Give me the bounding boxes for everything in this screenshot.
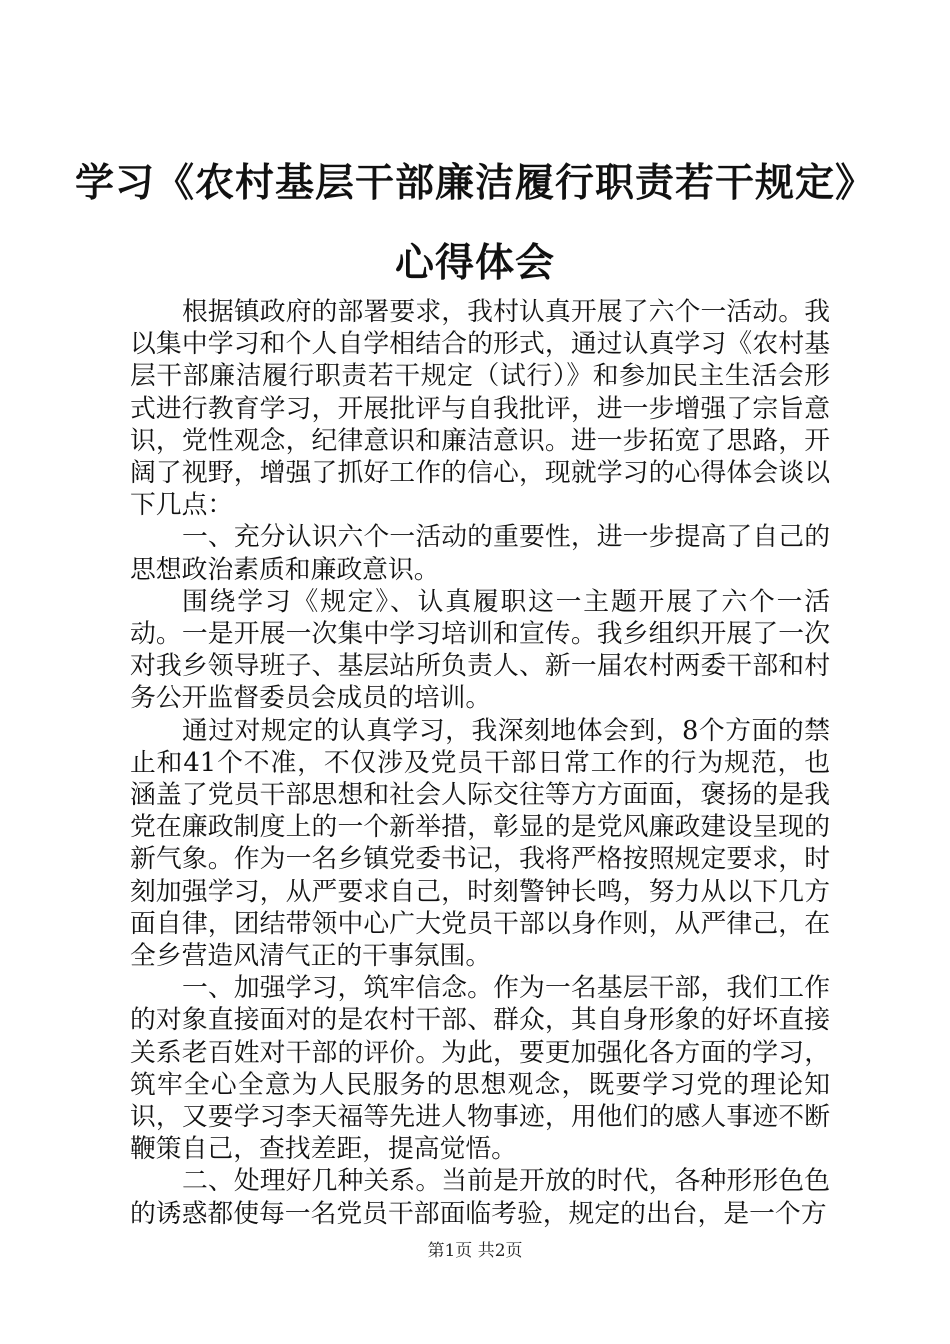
paragraph-section-1: 一、充分认识六个一活动的重要性，进一步提高了自己的思想政治素质和廉政意识。 <box>130 522 830 585</box>
document-title-line-1: 学习《农村基层干部廉洁履行职责若干规定》 <box>74 161 875 206</box>
document-body <box>130 296 830 1230</box>
paragraph-activities: 围绕学习《规定》、认真履职这一主题开展了六个一活动。一是开展一次集中学习培训和宣传。我乡组织开展了一次对我乡领导班子、基层站所负责人、新一届农村两委干部和村务公开监督委员会成员的培训。 <box>130 586 830 714</box>
document-title-line-2: 心得体会 <box>394 241 555 286</box>
page-footer: 第1页 共2页 <box>427 1241 523 1261</box>
paragraph-point-1: 一、加强学习，筑牢信念。作为一名基层干部，我们工作的对象直接面对的是农村干部、群众，其自身形象的好坏直接关系老百姓对干部的评价。为此，要更加强化各方面的学习，筑牢全心全意为人民服务的思想观念，既要学习党的理论知识，又要学习李天福等先进人物事迹，用他们的感人事迹不断鞭策自己，查找差距，提高觉悟。 <box>130 973 830 1165</box>
paragraph-intro: 根据镇政府的部署要求，我村认真开展了六个一活动。我以集中学习和个人自学相结合的形式，通过认真学习《农村基层干部廉洁履行职责若干规定（试行）》和参加民主生活会形式进行教育学习，开展批评与自我批评，进一步增强了宗旨意识，党性观念，纪律意识和廉洁意识。进一步拓宽了思路，开阔了视野，增强了抓好工作的信心，现就学习的心得体会谈以下几点： <box>130 297 830 521</box>
paragraph-reflection: 通过对规定的认真学习，我深刻地体会到，8个方面的禁止和41个不准，不仅涉及党员干部日常工作的行为规范，也涵盖了党员干部思想和社会人际交往等方方面面，褒扬的是我党在廉政制度上的一个新举措，彰显的是党风廉政建设呈现的新气象。作为一名乡镇党委书记，我将严格按照规定要求，时刻加强学习，从严要求自己，时刻警钟长鸣，努力从以下几方面自律，团结带领中心广大党员干部以身作则，从严律己，在全乡营造风清气正的干事氛围。 <box>130 715 830 972</box>
paragraph-point-2: 二、处理好几种关系。当前是开放的时代，各种形形色色的诱惑都使每一名党员干部面临考验，规定的出台，是一个方 <box>130 1166 830 1229</box>
